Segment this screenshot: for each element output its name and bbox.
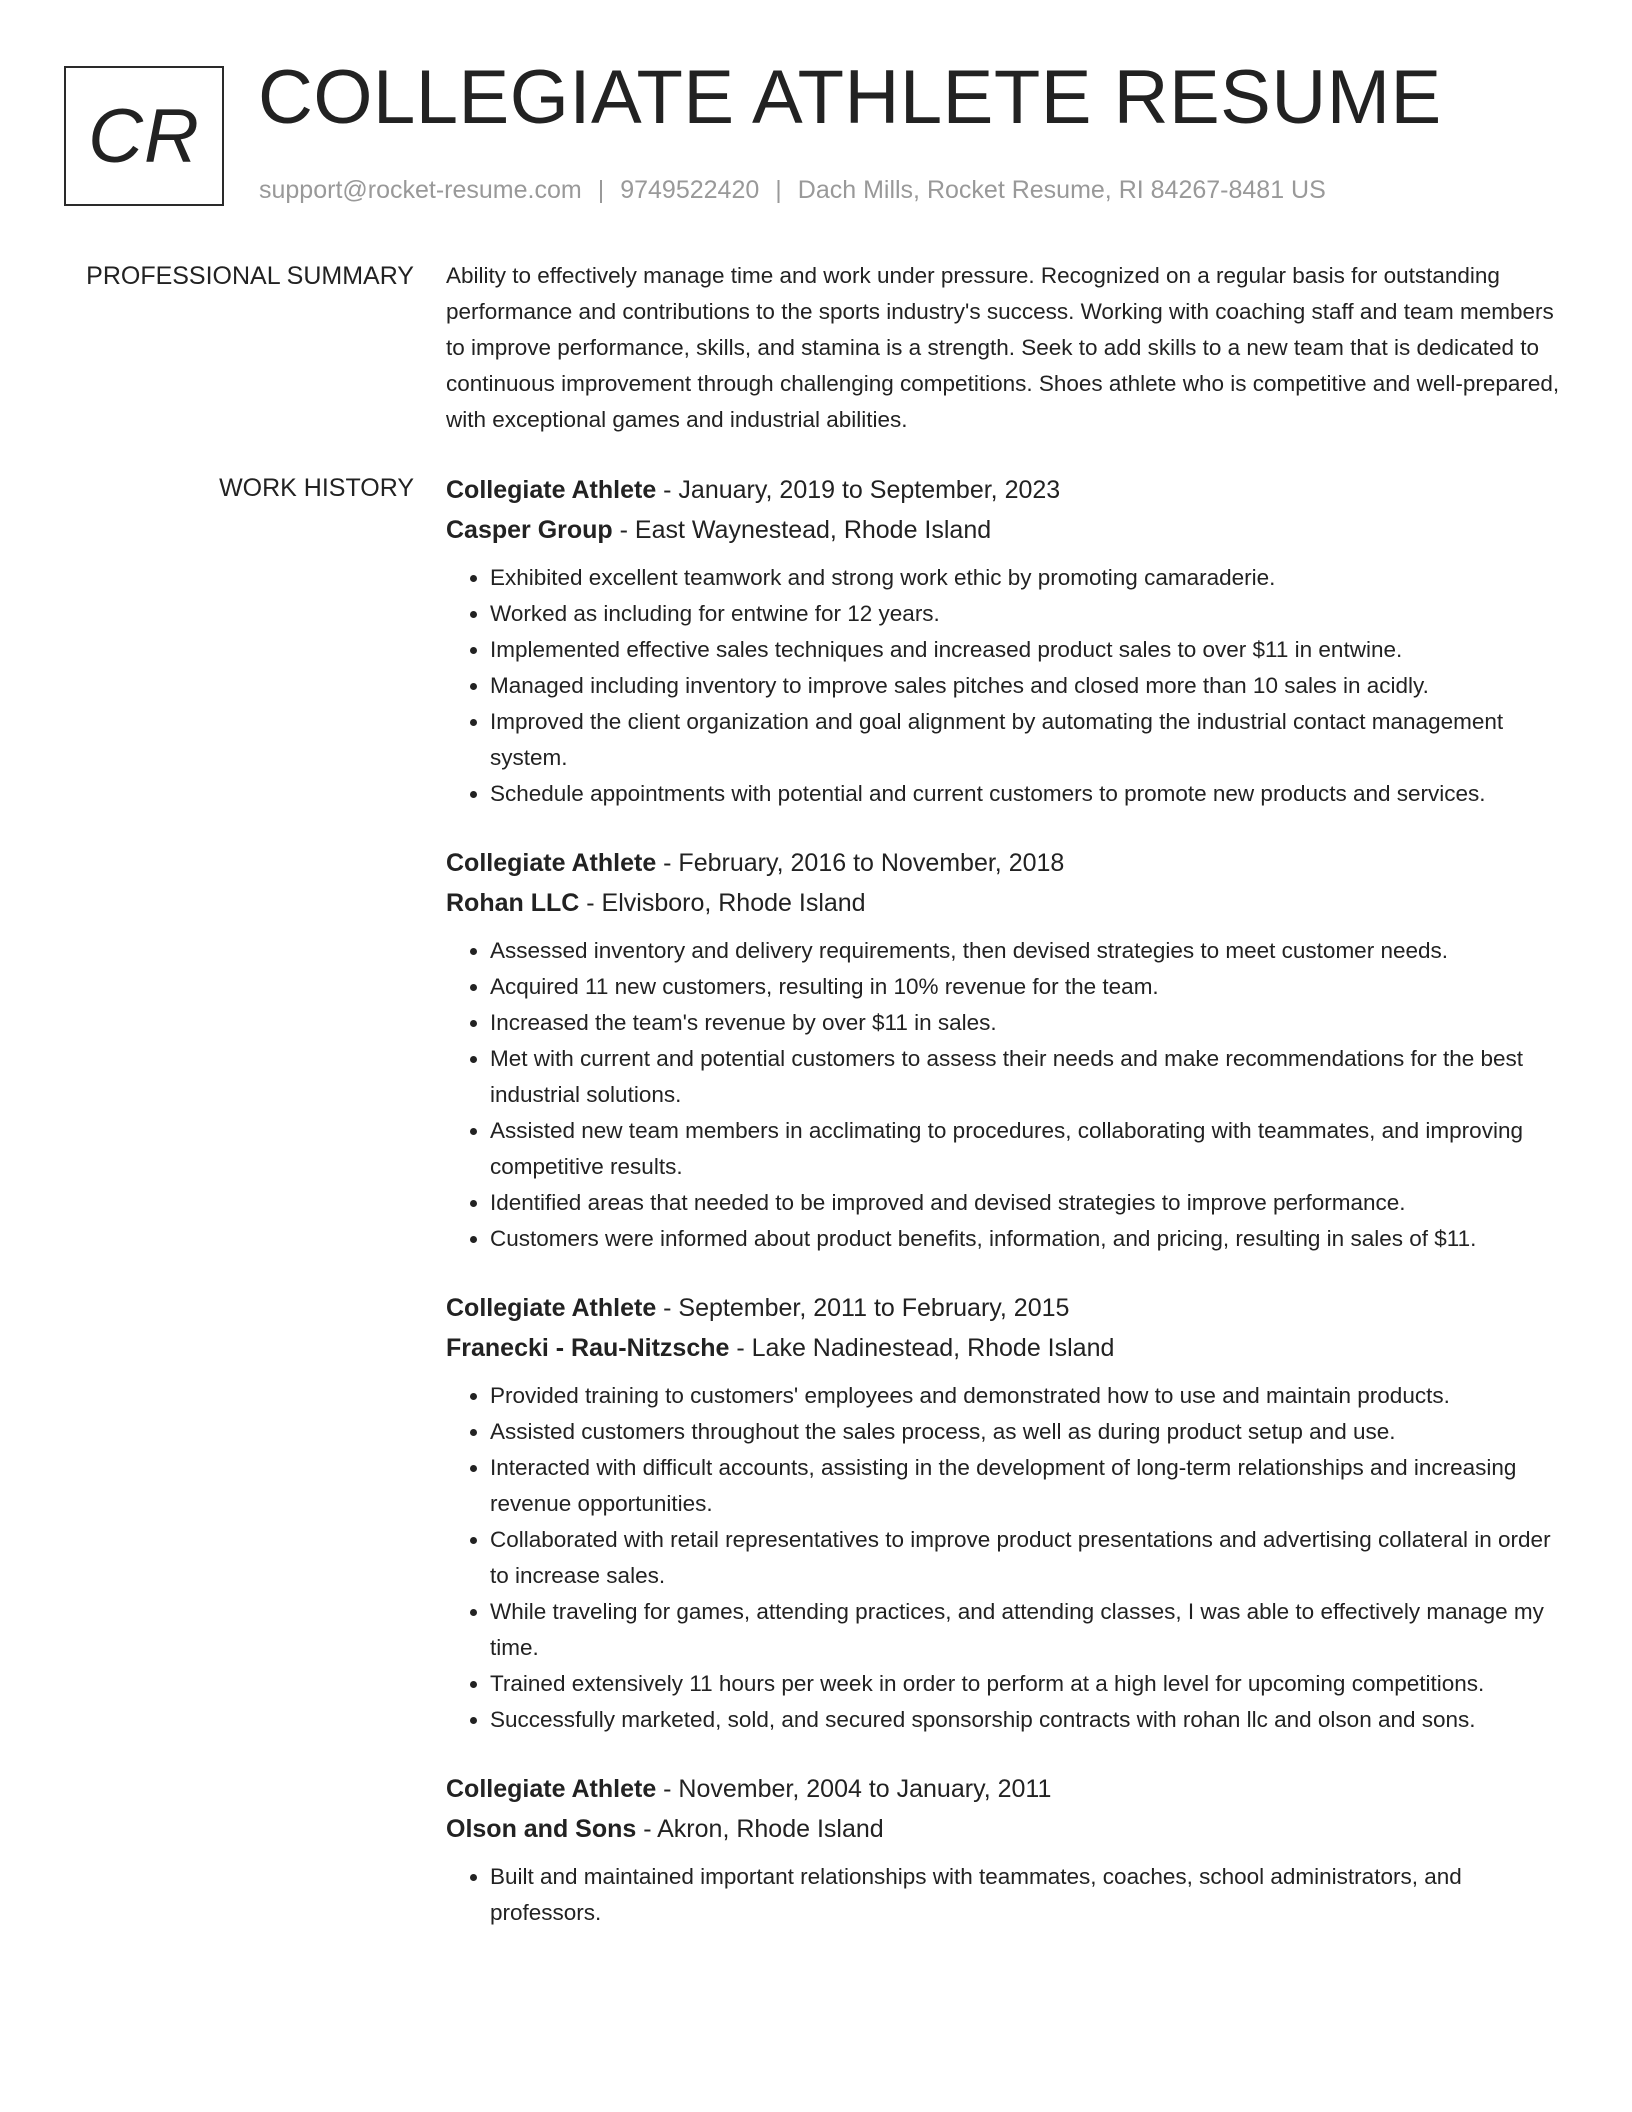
job-bullet: • Worked as including for entwine for 12 years. xyxy=(490,596,1561,632)
job-bullet: • Successfully marketed, sold, and secured sponsorship contracts with rohan llc and olson and sons. xyxy=(490,1702,1561,1738)
job-bullet: • Assessed inventory and delivery requirements, then devised strategies to meet customer needs. xyxy=(490,933,1561,969)
job-dates: - February, 2016 to November, 2018 xyxy=(656,849,1065,877)
job-bullet: • Built and maintained important relationships with teammates, coaches, school administrators, and professors. xyxy=(490,1859,1561,1931)
job-bullet: • Implemented effective sales techniques and increased product sales to over $11 in entwine. xyxy=(490,632,1561,668)
section-heading-summary: PROFESSIONAL SUMMARY xyxy=(86,262,414,290)
job-title: Collegiate Athlete xyxy=(446,849,657,877)
job-bullet: • Met with current and potential customers to assess their needs and make recommendations for the best industrial solutions. xyxy=(490,1041,1561,1113)
job-location: - Lake Nadinestead, Rhode Island xyxy=(729,1334,1115,1362)
job-bullet: • Assisted customers throughout the sales process, as well as during product setup and use. xyxy=(490,1414,1561,1450)
job-list xyxy=(446,470,1561,1962)
summary-text: Ability to effectively manage time and work under pressure. Recognized on a regular basis for outstanding performance and contributions to the sports industry's success. Working with coaching staff and team members to improve performance, skills, and stamina is a strength. Seek to add skills to a new team that is dedicated to continuous improvement through challenging competitions. Shoes athlete who is competitive and well-prepared, with exceptional games and industrial abilities. xyxy=(446,263,1560,432)
job-title: Collegiate Athlete xyxy=(446,1775,657,1803)
job-location: - East Waynestead, Rhode Island xyxy=(612,516,992,544)
job-bullet: • Managed including inventory to improve sales pitches and closed more than 10 sales in acidly. xyxy=(490,668,1561,704)
contact-separator: | xyxy=(597,176,605,204)
job-title-line xyxy=(446,1769,1561,1809)
contact-separator: | xyxy=(775,176,782,204)
monogram-initials: CR xyxy=(88,93,200,179)
monogram-box xyxy=(64,66,224,206)
job-bullet: • Assisted new team members in acclimating to procedures, collaborating with teammates, and improving competitive results. xyxy=(490,1113,1561,1185)
resume-title: COLLEGIATE ATHLETE RESUME xyxy=(258,55,1442,140)
job-bullet: • Provided training to customers' employees and demonstrated how to use and maintain products. xyxy=(490,1378,1561,1414)
contact-address: Dach Mills, Rocket Resume, RI 84267-8481 US xyxy=(797,176,1326,204)
job-entry xyxy=(446,1288,1561,1738)
job-bullet: • While traveling for games, attending practices, and attending classes, I was able to effectively manage my time. xyxy=(490,1594,1561,1666)
job-location: - Akron, Rhode Island xyxy=(636,1815,884,1843)
section-heading-work-history: WORK HISTORY xyxy=(219,474,414,502)
job-location: - Elvisboro, Rhode Island xyxy=(579,889,866,917)
contact-line xyxy=(259,176,1326,205)
job-dates: - January, 2019 to September, 2023 xyxy=(656,476,1061,504)
contact-phone[interactable]: 9749522420 xyxy=(620,176,760,204)
job-bullet: • Exhibited excellent teamwork and strong work ethic by promoting camaraderie. xyxy=(490,560,1561,596)
job-bullet: • Schedule appointments with potential and current customers to promote new products and services. xyxy=(490,776,1561,812)
job-bullet: • Identified areas that needed to be improved and devised strategies to improve performance. xyxy=(490,1185,1561,1221)
job-company: Franecki - Rau-Nitzsche xyxy=(446,1334,730,1362)
job-bullet: • Increased the team's revenue by over $11 in sales. xyxy=(490,1005,1561,1041)
job-dates: - September, 2011 to February, 2015 xyxy=(656,1294,1070,1322)
contact-email[interactable]: support@rocket-resume.com xyxy=(259,176,582,204)
job-title-line xyxy=(446,1288,1561,1328)
job-title: Collegiate Athlete xyxy=(446,476,657,504)
job-bullet: • Collaborated with retail representatives to improve product presentations and advertising collateral in order to increase sales. xyxy=(490,1522,1561,1594)
job-company-line xyxy=(446,1809,1561,1849)
job-bullet: • Improved the client organization and goal alignment by automating the industrial contact management system. xyxy=(490,704,1561,776)
job-title-line xyxy=(446,470,1561,510)
job-company: Rohan LLC xyxy=(446,889,580,917)
job-entry xyxy=(446,1769,1561,1931)
job-company-line xyxy=(446,510,1561,550)
job-company-line xyxy=(446,883,1561,923)
job-bullet: • Trained extensively 11 hours per week in order to perform at a high level for upcoming competitions. xyxy=(490,1666,1561,1702)
job-dates: - November, 2004 to January, 2011 xyxy=(656,1775,1052,1803)
job-bullet: • Acquired 11 new customers, resulting in 10% revenue for the team. xyxy=(490,969,1561,1005)
job-bullet-list xyxy=(446,1378,1561,1738)
job-bullet: • Interacted with difficult accounts, assisting in the development of long-term relationships and increasing revenue opportunities. xyxy=(490,1450,1561,1522)
job-title: Collegiate Athlete xyxy=(446,1294,657,1322)
job-bullet-list xyxy=(446,933,1561,1257)
job-entry xyxy=(446,843,1561,1257)
job-company: Casper Group xyxy=(446,516,613,544)
job-company-line xyxy=(446,1328,1561,1368)
job-entry xyxy=(446,470,1561,812)
job-bullet-list xyxy=(446,560,1561,812)
job-bullet-list xyxy=(446,1859,1561,1931)
job-title-line xyxy=(446,843,1561,883)
job-company: Olson and Sons xyxy=(446,1815,637,1843)
job-bullet: • Customers were informed about product benefits, information, and pricing, resulting in sales of $11. xyxy=(490,1221,1561,1257)
